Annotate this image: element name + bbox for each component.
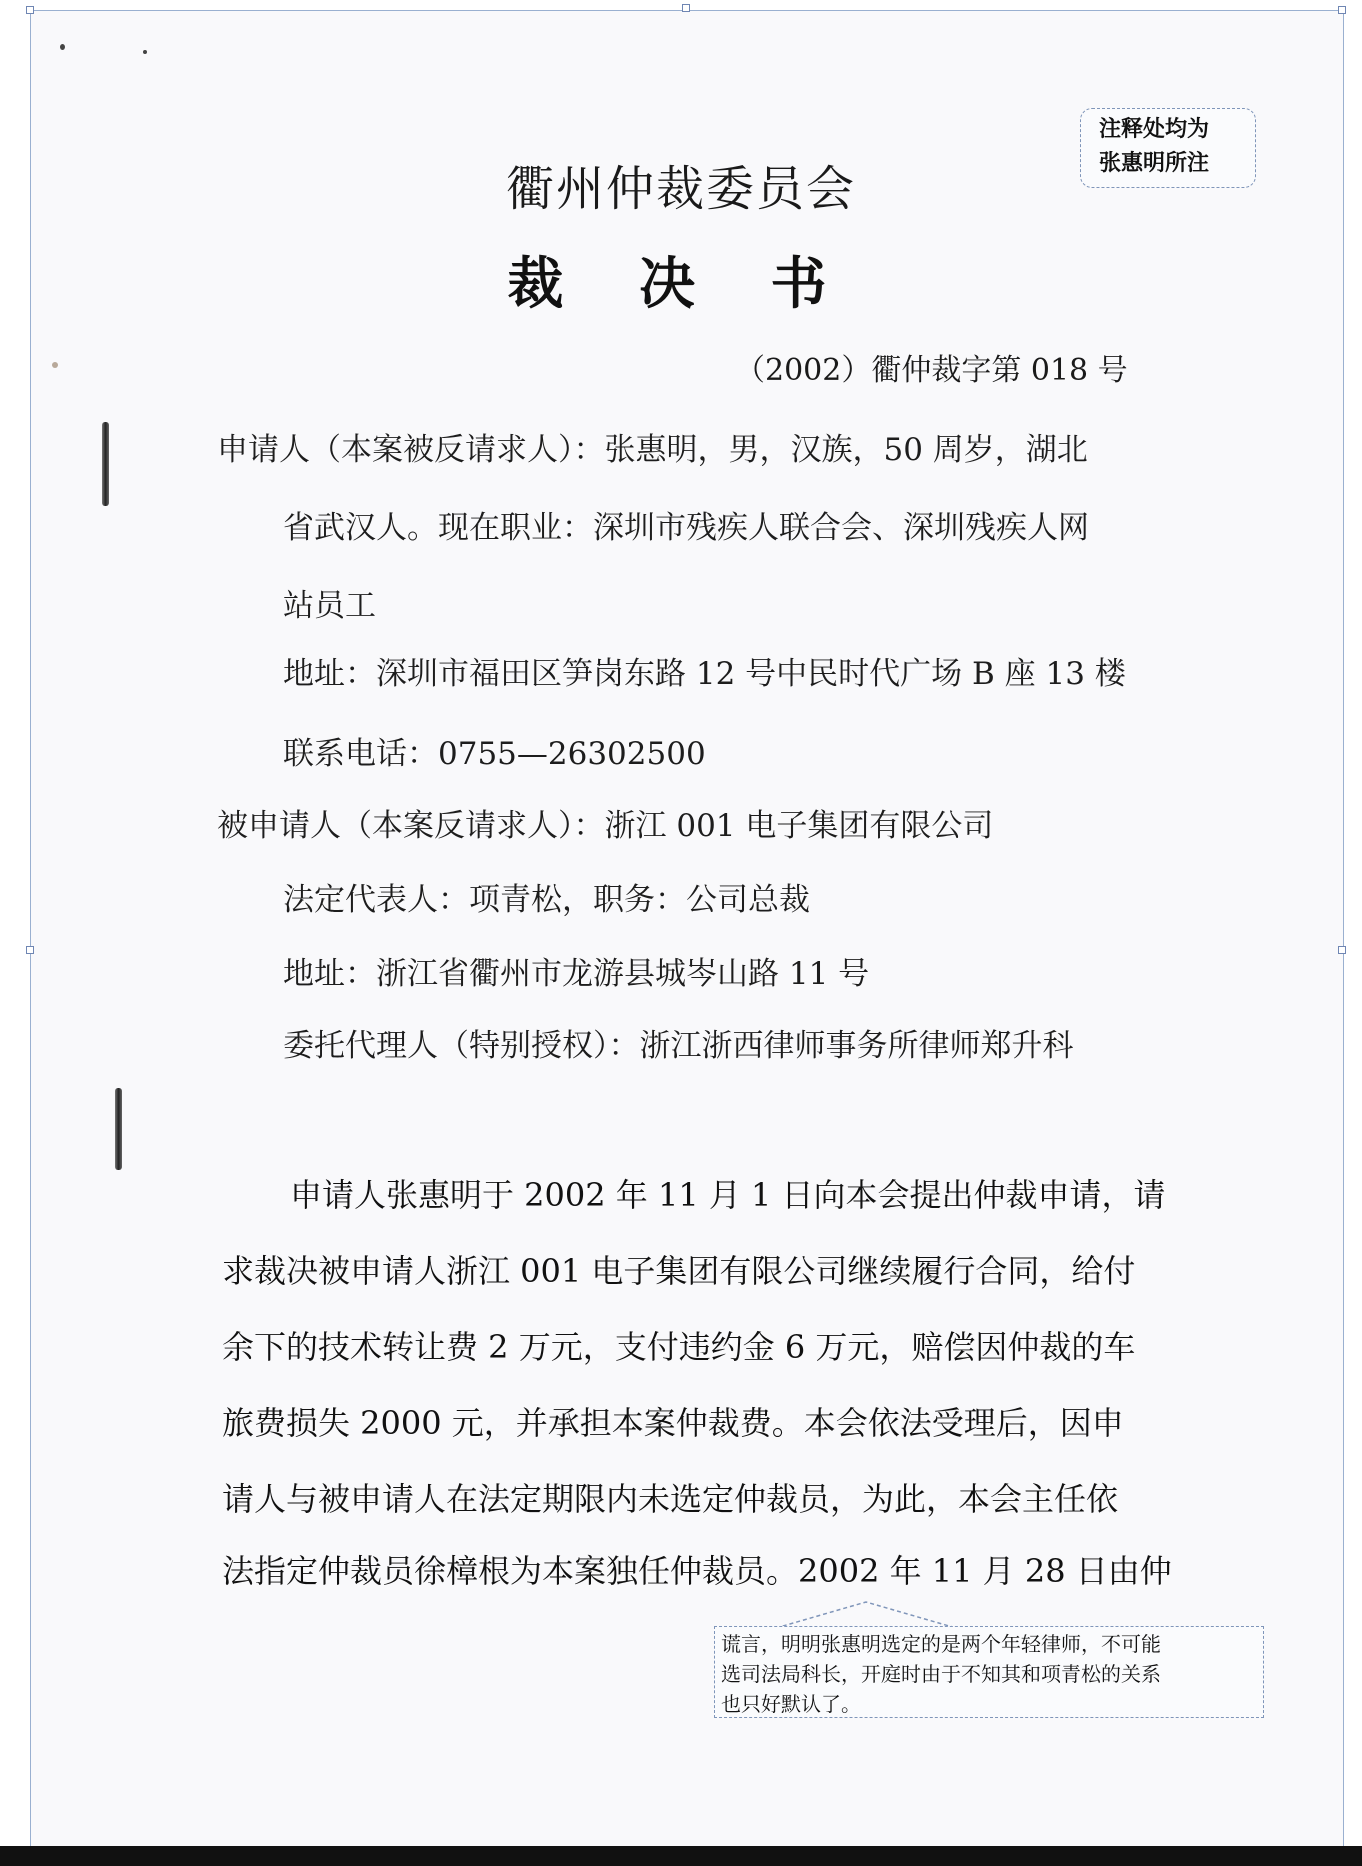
resize-handle-top-right[interactable] [1338,6,1346,14]
body-paragraph-line: 余下的技术转让费 2 万元，支付违约金 6 万元，赔偿因仲裁的车 [222,1328,1136,1366]
document-title: 裁 决 书 [507,251,855,317]
respondent-address: 地址：浙江省衢州市龙游县城岑山路 11 号 [283,956,870,992]
resize-handle-top-center[interactable] [682,4,690,12]
respondent-representative: 法定代表人：项青松，职务：公司总裁 [283,882,810,918]
annotation-text: 张惠明所注 [1099,151,1210,176]
staple-mark [102,422,109,506]
bottom-edge-bar [0,1846,1362,1866]
body-paragraph-line: 旅费损失 2000 元，并承担本案仲裁费。本会依法受理后，因申 [222,1404,1124,1442]
resize-handle-middle-left[interactable] [26,946,34,954]
annotation-text: 选司法局科长，开庭时由于不知其和项青松的关系 [721,1662,1161,1686]
annotation-text: 注释处均为 [1099,117,1210,142]
annotation-note-bottom[interactable] [714,1626,1264,1718]
case-number: （2002）衢仲裁字第 018 号 [735,353,1128,388]
applicant-line: 站员工 [283,588,376,624]
organization-heading: 衢州仲裁委员会 [505,161,856,217]
scan-speck [60,44,65,50]
resize-handle-middle-right[interactable] [1338,946,1346,954]
applicant-line: 申请人（本案被反请求人）：张惠明，男，汉族，50 周岁，湖北 [217,432,1088,468]
respondent-agent: 委托代理人（特别授权）：浙江浙西律师事务所律师郑升科 [283,1028,1074,1064]
body-paragraph-line: 求裁决被申请人浙江 001 电子集团有限公司继续履行合同，给付 [222,1252,1136,1290]
applicant-address: 地址：深圳市福田区笋岗东路 12 号中民时代广场 B 座 13 楼 [283,656,1126,692]
respondent-line: 被申请人（本案反请求人）：浙江 001 电子集团有限公司 [217,808,994,844]
annotation-text: 谎言，明明张惠明选定的是两个年轻律师，不可能 [721,1632,1161,1656]
body-paragraph-line: 法指定仲裁员徐樟根为本案独任仲裁员。2002 年 11 月 28 日由仲 [222,1552,1172,1590]
applicant-phone: 联系电话：0755—26302500 [283,736,706,772]
applicant-line: 省武汉人。现在职业：深圳市残疾人联合会、深圳残疾人网 [283,510,1089,546]
staple-mark [115,1088,122,1170]
annotation-text: 也只好默认了。 [721,1692,861,1716]
body-paragraph-line: 请人与被申请人在法定期限内未选定仲裁员，为此，本会主任依 [222,1480,1119,1518]
resize-handle-top-left[interactable] [26,6,34,14]
body-paragraph-line: 申请人张惠明于 2002 年 11 月 1 日向本会提出仲裁申请，请 [290,1176,1166,1214]
scan-speck [143,50,147,54]
scan-speck [52,362,58,368]
